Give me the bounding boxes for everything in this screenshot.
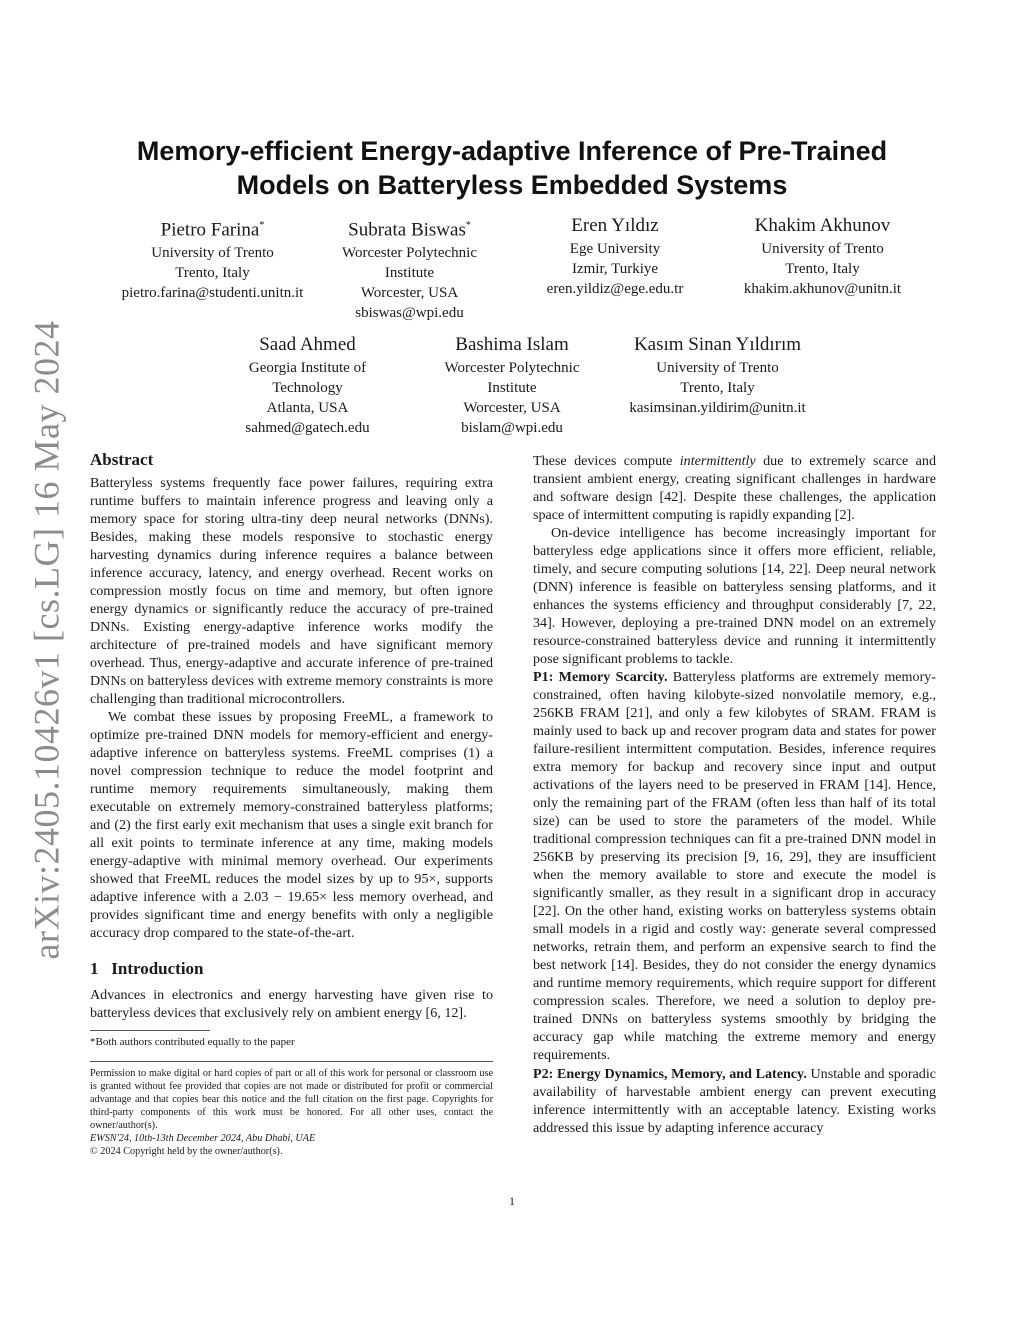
author-location: Worcester, USA xyxy=(463,400,561,416)
paragraph-heading: P2: Energy Dynamics, Memory, and Latency. xyxy=(533,1066,807,1082)
author-location: Trento, Italy xyxy=(785,261,860,277)
section-number: 1 xyxy=(90,959,99,978)
author-block xyxy=(610,333,825,418)
author-affiliation: Worcester Polytechnic xyxy=(342,245,477,262)
footnote-divider xyxy=(90,1030,210,1031)
equal-contribution-mark: * xyxy=(465,220,471,231)
abstract-heading: Abstract xyxy=(90,450,154,469)
permission-divider xyxy=(90,1061,493,1062)
author-name: Bashima Islam xyxy=(455,334,569,355)
author-name: Khakim Akhunov xyxy=(754,215,891,236)
footnote-text: *Both authors contributed equally to the paper xyxy=(90,1036,295,1048)
footnote-area xyxy=(90,1030,493,1049)
copyright-line: © 2024 Copyright held by the owner/author(s). xyxy=(90,1146,283,1157)
author-email: pietro.farina@studenti.unitn.it xyxy=(121,285,304,302)
author-location: Trento, Italy xyxy=(680,380,755,396)
title-line-1: Memory-efficient Energy-adaptive Inference of Pre-Trained xyxy=(136,136,888,166)
author-email: sahmed@gatech.edu xyxy=(245,420,370,436)
author-email: khakim.akhunov@unitn.it xyxy=(743,281,902,297)
author-affiliation: Worcester Polytechnic xyxy=(444,360,580,376)
author-affiliation-cont: Institute xyxy=(487,380,537,396)
author-location: Atlanta, USA xyxy=(266,400,349,416)
author-email: kasimsinan.yildirim@unitn.it xyxy=(629,400,806,416)
author-name: Subrata Biswas xyxy=(348,219,466,241)
intro-paragraph: Advances in electronics and energy harvesting have given rise to batteryless devices that exclusively rely on ambient energy [6, 12]. xyxy=(90,987,493,1021)
arxiv-id: arXiv:2405.10426v1 [cs.LG] 16 May 2024 xyxy=(26,320,67,960)
emphasis-text: intermittently xyxy=(679,453,756,469)
author-block xyxy=(220,333,395,438)
abstract-paragraph: Batteryless systems frequently face power failures, requiring extra runtime buffers to maintain inference progress and leaving only a memory space for storing ultra-tiny deep neural networks (DNNs). Besides, making these models responsive to stochastic energy harvesting dynamics during inference requires a balance between inference accuracy, latency, and energy overhead. Recent works on compression mostly focus on time and memory, but often ignore energy dynamics or significantly reduce the accuracy of pre-trained DNNs. Existing energy-adaptive inference works modify the architecture of pre-trained models and have significant memory overhead. Thus, energy-adaptive and accurate inference of pre-trained DNNs on batteryless devices with extreme memory constraints is more challenging than traditional microcontrollers. xyxy=(90,475,493,707)
author-name: Pietro Farina xyxy=(160,219,260,241)
body-paragraph: On-device intelligence has become increasingly important for batteryless edge applications since it offers more efficient, reliable, timely, and secure computing solutions [14, 22]. Deep neural network (DNN) inference is feasible on batteryless sensing platforms, and it enhances the systems efficiency and throughput considerably [7, 22, 34]. However, deploying a pre-trained DNN model on an extremely resource-constrained batteryless device and running it intermittently pose significant problems to tackle. xyxy=(533,525,936,667)
author-block xyxy=(715,214,930,299)
author-affiliation: University of Trento xyxy=(761,241,884,257)
author-name: Eren Yıldız xyxy=(571,215,659,236)
paper-title xyxy=(90,134,934,202)
paragraph-heading: P1: Memory Scarcity. xyxy=(533,669,668,685)
right-column xyxy=(533,452,936,1137)
author-block xyxy=(525,214,705,299)
author-email: eren.yildiz@ege.edu.tr xyxy=(546,281,684,297)
author-email: sbiswas@wpi.edu xyxy=(355,305,464,322)
author-block xyxy=(322,214,497,323)
title-line-2: Models on Batteryless Embedded Systems xyxy=(236,170,788,200)
section-heading-introduction xyxy=(90,958,493,980)
author-location: Izmir, Turkiye xyxy=(571,261,659,277)
left-column xyxy=(90,449,493,1158)
author-location: Worcester, USA xyxy=(360,285,459,302)
author-affiliation: Georgia Institute of xyxy=(248,360,367,376)
abstract-paragraph: We combat these issues by proposing FreeML, a framework to optimize pre-trained DNN models for memory-efficient and energy-adaptive inference on batteryless systems. FreeML comprises (1) a novel compression technique to reduce the model footprint and runtime memory requirements simultaneously, making them executable on extremely memory-constrained batteryless platforms; and (2) the first early exit mechanism that uses a single exit branch for all exit points to terminate inference at any time, making models energy-adaptive with minimal memory overhead. Our experiments showed that FreeML reduces the model sizes by up to 95×, supports adaptive inference with a 2.03 − 19.65× less memory overhead, and provides significant time and energy benefits with only a negligible accuracy drop compared to the state-of-the-art. xyxy=(90,709,493,941)
author-affiliation-cont: Technology xyxy=(272,380,343,396)
author-affiliation: Ege University xyxy=(569,241,661,257)
author-block xyxy=(422,333,602,438)
venue-line: EWSN'24, 10th-13th December 2024, Abu Dhabi, UAE xyxy=(90,1133,316,1144)
author-affiliation: University of Trento xyxy=(656,360,779,376)
problem-paragraph-p2: P2: Energy Dynamics, Memory, and Latency. Unstable and sporadic availability of harvestable ambient energy can prevent executing inference intermittently with an acceptable latency. Existing works addressed this issue by adapting inference accuracy xyxy=(533,1066,936,1136)
page-number: 1 xyxy=(509,1194,515,1208)
section-title: Introduction xyxy=(111,959,204,978)
arxiv-sidebar-stamp xyxy=(16,320,76,960)
author-name: Kasım Sinan Yıldırım xyxy=(633,334,802,355)
equal-contribution-mark: * xyxy=(259,220,265,231)
author-name: Saad Ahmed xyxy=(259,334,356,355)
author-location: Trento, Italy xyxy=(175,265,250,282)
permission-block xyxy=(90,1061,493,1158)
permission-text: Permission to make digital or hard copies of part or all of this work for personal or classroom use is granted without fee provided that copies are not made or distributed for profit or commercial advantage and that copies bear this notice and the full citation on the first page. Copyrights for third-party components of this work must be honored. For all other uses, contact the owner/author(s). xyxy=(90,1068,493,1131)
body-paragraph: These devices compute intermittently due to extremely scarce and transient ambient energy, creating significant challenges in hardware and software design [42]. Despite these challenges, the application space of intermittent computing is rapidly expanding [2]. xyxy=(533,453,937,523)
author-affiliation-cont: Institute xyxy=(384,265,435,282)
problem-paragraph-p1: P1: Memory Scarcity. Batteryless platforms are extremely memory-constrained, often having kilobyte-sized nonvolatile memory, e.g., 256KB FRAM [21], and only a few kilobytes of SRAM. FRAM is mainly used to back up and recover program data and states for power failure-resilient intermittent computation. Besides, inference requires extra memory for backup and recovery since input and output activations of the layers need to be preserved in FRAM [14]. Hence, only the remaining part of the FRAM (often less than half of its total size) can be used to store the parameters of the model. While traditional compression techniques can fit a pre-trained DNN model in 256KB by preserving its precision [9, 16, 29], they are insufficient when the memory available to store and execute the model is significantly smaller, as they result in a significant drop in accuracy [22]. On the other hand, existing works on batteryless systems obtain small models in a rigid and costly way: generate several compressed networks, retrain them, and perform an expensive search to find the best network [14]. Besides, they do not consider the energy dynamics and runtime memory requirements, which require support for different compression scales. Therefore, we need a solution to deploy pre-trained DNNs on batteryless systems smoothly by bridging the accuracy gap while matching the extreme memory and energy requirements. xyxy=(533,669,936,1063)
author-block xyxy=(105,214,320,303)
author-email: bislam@wpi.edu xyxy=(461,420,563,436)
author-affiliation: University of Trento xyxy=(151,245,274,262)
